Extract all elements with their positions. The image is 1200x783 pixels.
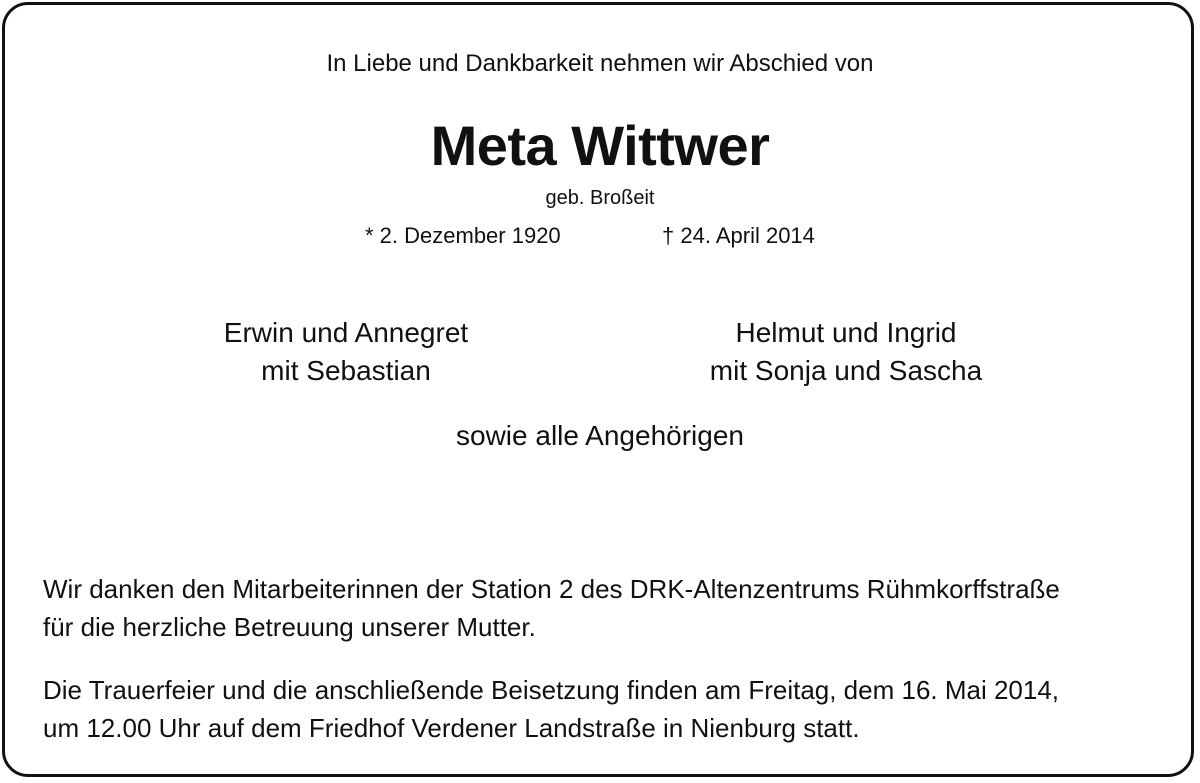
thanks-line1: Wir danken den Mitarbeiterinnen der Station 2 des DRK-Altenzentrums Rühmkorffstraße [43,574,1060,604]
death-date: † 24. April 2014 [662,223,815,248]
family-left-line2: mit Sebastian [261,355,431,386]
birth-date: * 2. Dezember 1920 [365,223,561,248]
funeral-line2: um 12.00 Uhr auf dem Friedhof Verdener Landstraße in Nienburg statt. [43,713,860,743]
funeral-line1: Die Trauerfeier und die anschließende Beisetzung finden am Freitag, dem 16. Mai 2014, [43,675,1060,705]
relatives-text: sowie alle Angehörigen [456,420,744,451]
family-right-line2: mit Sonja und Sascha [709,355,983,386]
family-left-line1: Erwin und Annegret [223,317,469,348]
thanks-line2: für die herzliche Betreuung unserer Mutter. [43,612,536,642]
deceased-name: Meta Wittwer [430,114,770,177]
maiden-name: geb. Broßeit [545,187,655,209]
intro-text: In Liebe und Dankbarkeit nehmen wir Abschied von [326,50,874,77]
family-right-line1: Helmut und Ingrid [735,317,957,348]
